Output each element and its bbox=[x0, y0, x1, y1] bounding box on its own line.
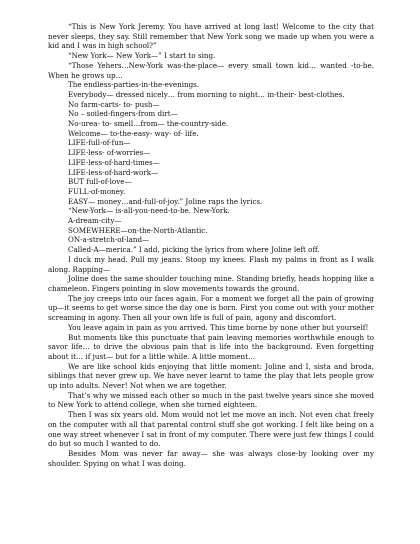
paragraph-1: “This is New York Jeremy. You have arrived at long last! Welcome to the city that never sleeps, they say. Still remember that New York song we made up when you were a kid and I was in high school?” bbox=[48, 22, 374, 51]
paragraph-3: “Those Yehers…New-York was-the-place— every small town kid… wanted -to-be. When he grows up… bbox=[48, 60, 374, 80]
lyric-line-6: Welcome— to-the-easy- way- of- life. bbox=[68, 128, 199, 138]
lyric-line-1: The endless-parties-in-the-evenings. bbox=[68, 80, 200, 90]
paragraph-9: We are like school kids enjoying that little moment: Joline and I, sista and broda, siblings that never grew up. We have never learnt to tame the play that lets people grow up into adults. Never! Not when we are together. bbox=[48, 361, 374, 391]
lyric-line-17: ON-a-stretch-of-land— bbox=[68, 235, 150, 245]
lyric-line-13: EASY— money…and-full-of-joy.” Joline raps the lyrics. bbox=[68, 196, 263, 206]
paragraph-4: I duck my head. Pull my jeans. Stoop my knees. Flash my palms in front as I walk along. Rapping— bbox=[48, 254, 374, 274]
paragraph-8: But moments like this punctuate that pain leaving memories worthwhile enough to savor life… to drive the obvious pain that is life into the background. Even forgetting about it… if just— but for a little while. A little moment… bbox=[48, 332, 374, 361]
paragraph-2: “New York— New York—” I start to sing. bbox=[68, 51, 216, 61]
lyric-line-16: SOMEWHERE—on-the-North-Atlantic. bbox=[68, 225, 208, 235]
lyric-line-8: LIFE-less- of-worries— bbox=[68, 148, 151, 158]
lyric-line-5: No-urea- to- smell…from— the-country-side. bbox=[68, 119, 229, 129]
lyric-line-2: Everybody— dressed nicely… from morning to night… in-their- best-clothes. bbox=[68, 89, 345, 99]
lyric-line-7: LIFE-full-of-fun— bbox=[68, 138, 131, 148]
paragraph-5: Joline does the same shoulder touching mine. Standing briefly, heads hopping like a chameleon. Fingers pointing in slow movements towards the ground. bbox=[48, 274, 374, 293]
lyric-line-3: No farm-carts- to- push— bbox=[68, 99, 160, 109]
lyric-line-18: Called-A—merica.” I add, picking the lyrics from where Joline left off. bbox=[68, 245, 320, 255]
lyric-line-15: A-dream-city— bbox=[68, 216, 122, 226]
lyric-line-10: LIFE-less-of-hard-work— bbox=[68, 167, 159, 177]
lyric-line-12: FULL-of-money. bbox=[68, 186, 126, 196]
paragraph-10: That’s why we missed each other so much in the past twelve years since she moved to New York to attend college, when she turned eighteen. bbox=[48, 390, 374, 410]
lyric-line-4: No – soiled-fingers-from dirt— bbox=[68, 109, 178, 119]
paragraph-12: Besides Mom was never far away— she was always close-by looking over my shoulder. Spying on what I was doing. bbox=[48, 448, 374, 468]
paragraph-11: Then I was six years old. Mom would not let me move an inch. Not even chat freely on the computer with all that parental control stuff she got working. I felt like being on a one way street whenever I sat in front of my computer. There were just few things I could do but so much I wanted to do. bbox=[48, 410, 374, 449]
lyric-line-9: LIFE-less-of-hard-times— bbox=[68, 157, 160, 167]
lyric-line-11: BUT full-of-love— bbox=[68, 177, 132, 187]
lyric-line-14: “New-York— is-all-you-need-to-be. New-York. bbox=[68, 206, 230, 216]
document-page bbox=[48, 22, 374, 468]
paragraph-6: The joy creeps into our faces again. For a moment we forget all the pain of growing up—it seems to get worse since the day one is born. First you come out with your mother screaming in agony. Then all your own life is full of pain, agony and discomfort. bbox=[48, 293, 374, 323]
paragraph-7: You leave again in pain as you arrived. This time borne by none other but yourself! bbox=[68, 322, 369, 332]
